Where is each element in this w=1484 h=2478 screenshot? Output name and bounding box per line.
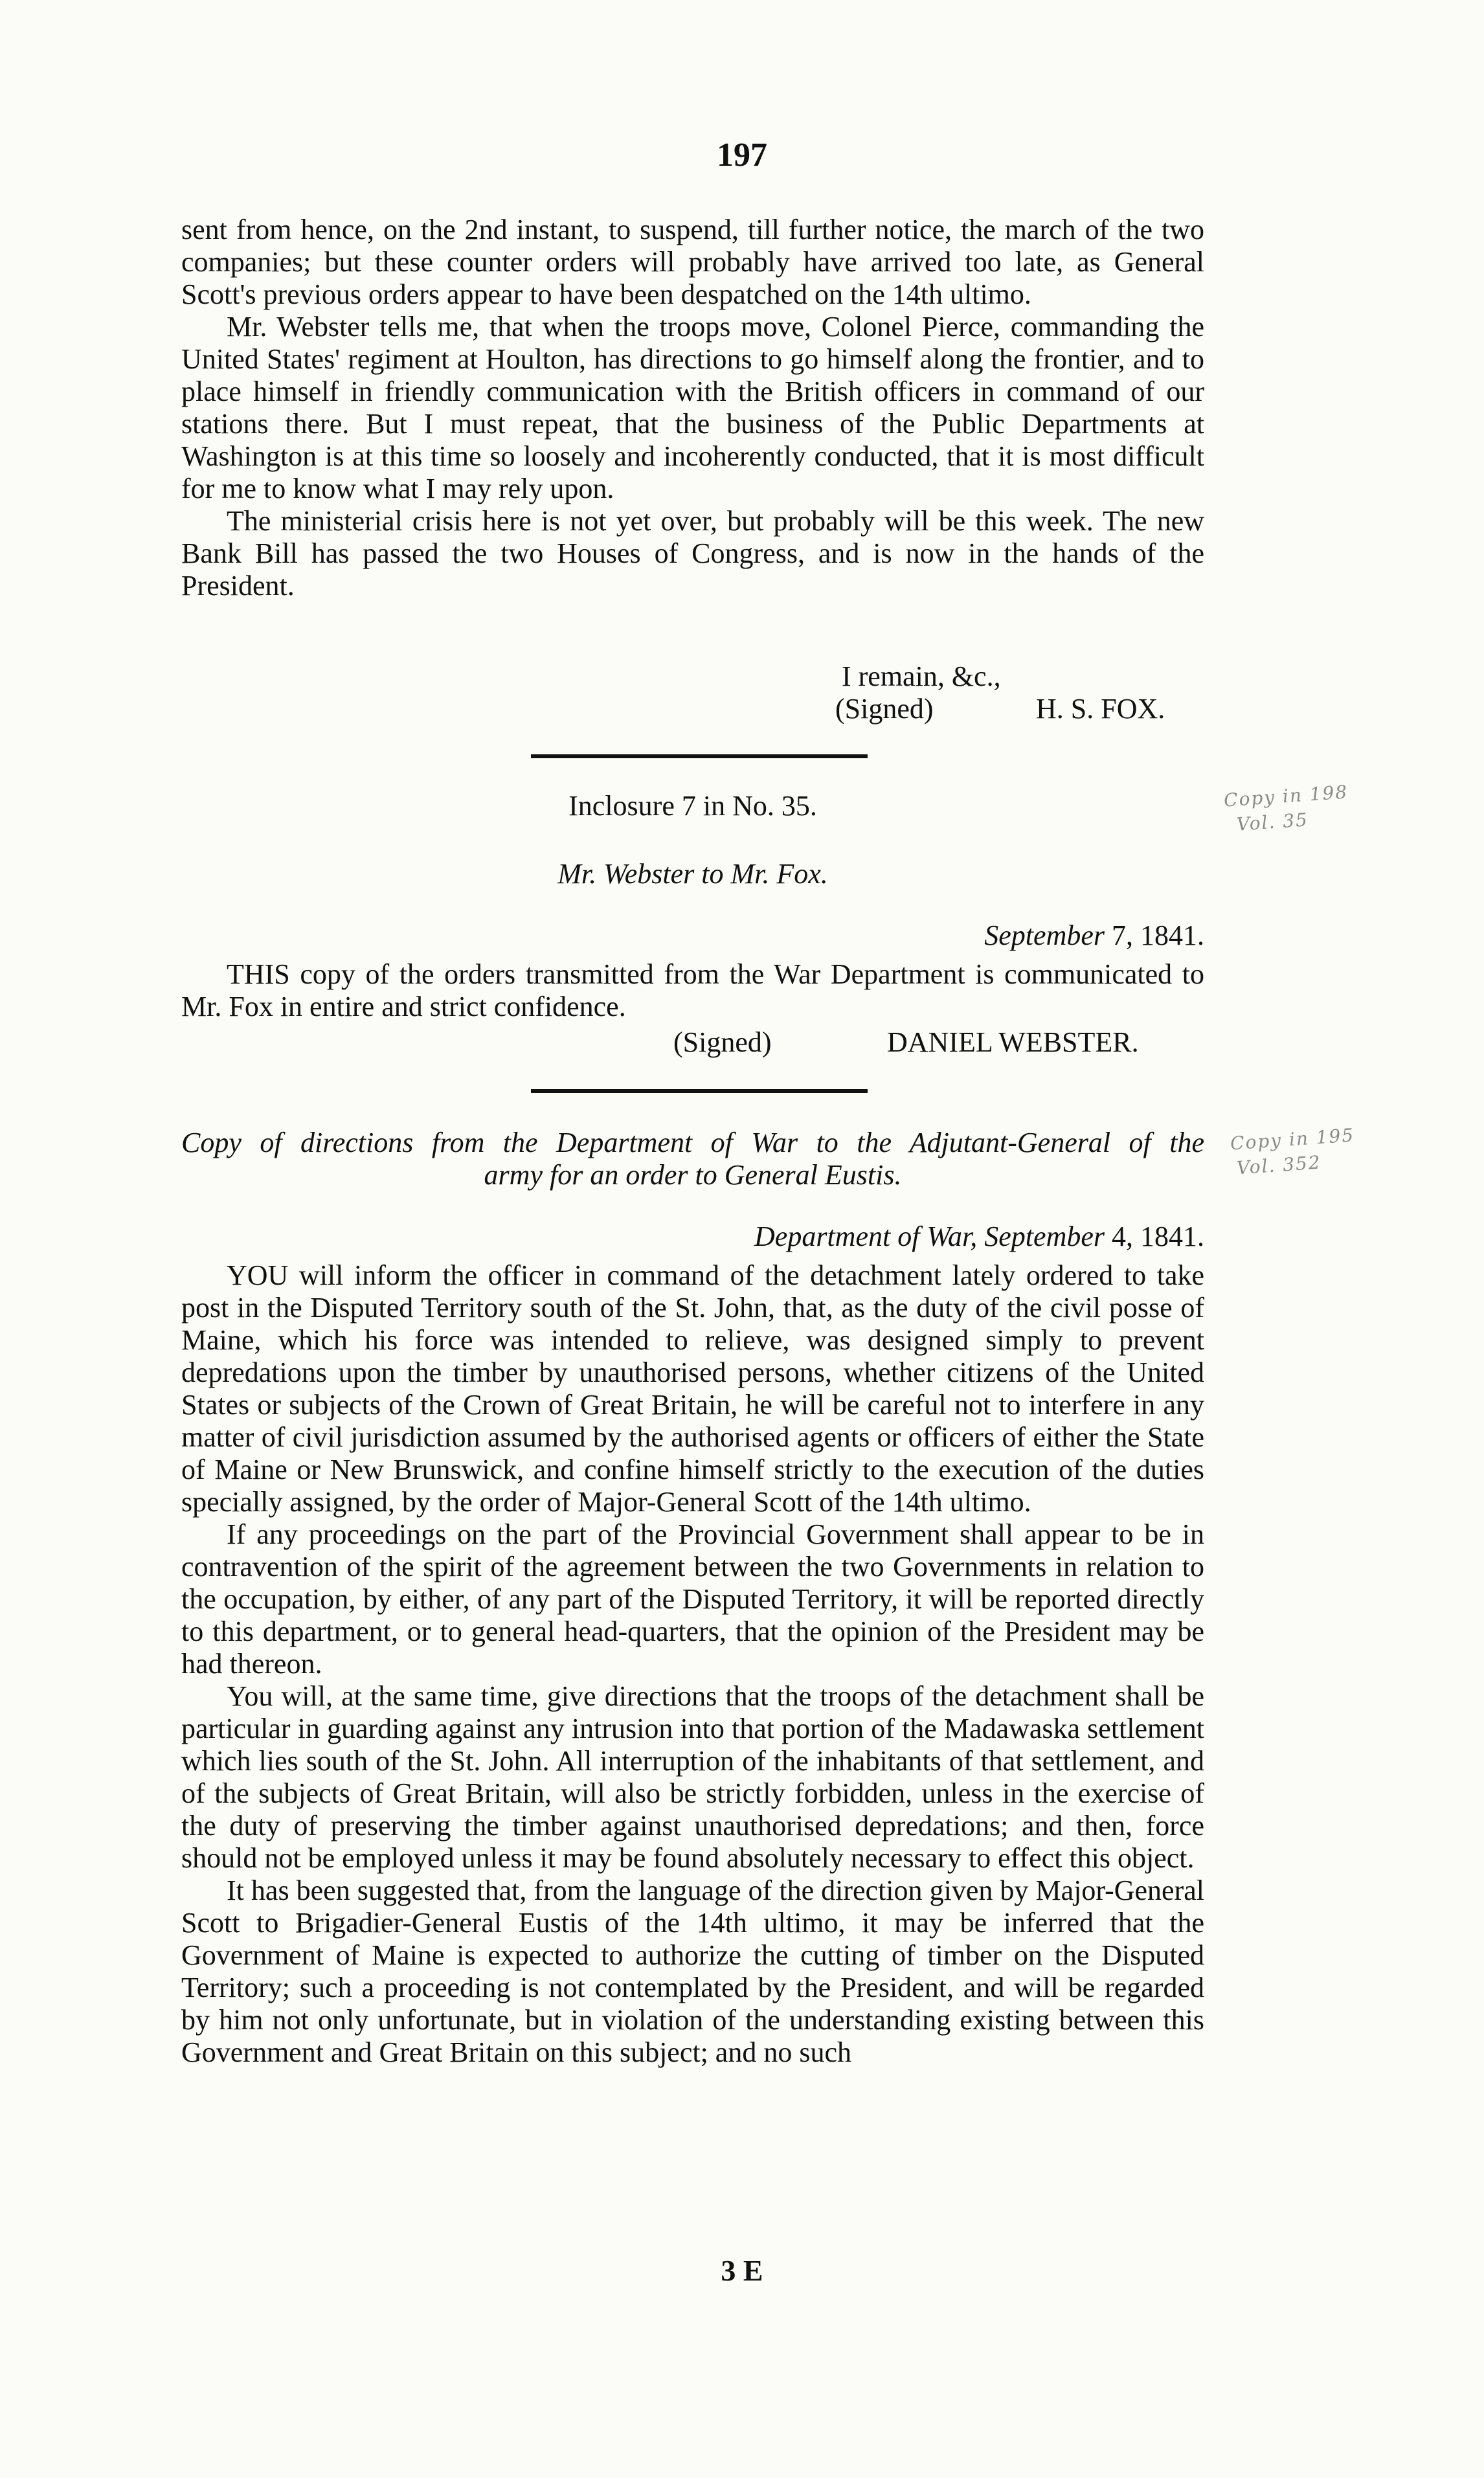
signature-mark: 3 E — [721, 2254, 763, 2287]
inclosure-heading-block — [181, 790, 1204, 822]
directions-date-block — [181, 1221, 1204, 1253]
margin-annotation: Copy in 195 — [1230, 1124, 1356, 1155]
inclosure-heading: Inclosure 7 in No. 35. — [568, 790, 817, 822]
section-divider — [531, 754, 868, 758]
paragraph: YOU will inform the officer in command of the detachment lately ordered to take post in the Disputed Territory south of the St. John, that, as the duty of the civil posse of Maine, which his force was intended to relieve, was designed simply to prevent depredations upon the timber by unauthorised persons, whether citizens of the United States or subjects of the Crown of Great Britain, he will be careful not to interfere in any matter of civil jurisdiction assumed by the authorised agents or officers of either the State of Maine or New Brunswick, and confine himself strictly to the execution of the duties specially assigned, by the order of Major-General Scott of the 14th ultimo. — [181, 1259, 1204, 1518]
signed-label: (Signed) — [673, 1026, 772, 1058]
paragraph: You will, at the same time, give directions that the troops of the detachment shall be particular in guarding against any intrusion into that portion of the Madawaska settlement which lies south of the St. John. All interruption of the inhabitants of that settlement, and of the subjects of Great Britain, will also be strictly forbidden, unless in the exercise of the duty of preserving the timber against unauthorised depredations; and then, force should not be employed unless it may be found absolutely necessary to effect this object. — [181, 1680, 1204, 1874]
paragraph: Mr. Webster tells me, that when the troops move, Colonel Pierce, commanding the United States' regiment at Houlton, has directions to go himself along the frontier, and to place himself in friendly communication with the British officers in command of our stations there. But I must repeat, that the business of the Public Departments at Washington is at this time so loosely and incoherently conducted, that it is most difficult for me to know what I may rely upon. — [181, 311, 1204, 504]
letter-continuation — [181, 214, 1204, 602]
letter-date — [181, 919, 1204, 952]
closing-line: I remain, &c., — [842, 660, 1001, 692]
letter-date-block — [181, 919, 1204, 952]
paragraph: sent from hence, on the 2nd instant, to suspend, till further notice, the march of the two companies; but these counter orders will probably have arrived too late, as General Scott's previous orders appear to have been despatched on the 14th ultimo. — [181, 214, 1204, 310]
paragraph: THIS copy of the orders transmitted from the War Department is communicated to Mr. Fox in entire and strict confidence. — [181, 958, 1204, 1022]
letter-subheading-block — [181, 858, 1204, 890]
signer-name: H. S. FOX. — [1036, 693, 1165, 725]
paragraph: The ministerial crisis here is not yet over, but probably will be this week. The new Bank Bill has passed the two Houses of Congress, and is now in the hands of the President. — [181, 505, 1204, 602]
margin-annotation: Copy in 198 — [1223, 781, 1349, 811]
paragraph: It has been suggested that, from the language of the direction given by Major-General Scott to Brigadier-General Eustis of the 14th ultimo, it may be inferred that the Government of Maine is expected to authorize the cutting of timber on the Disputed Territory; such a proceeding is not contemplated by the President, and will be regarded by him not only unfortunate, but in violation of the understanding existing between this Government and Great Britain on this subject; and no such — [181, 1875, 1204, 2068]
directions-date-place: Department of War, September — [754, 1221, 1105, 1252]
signed-label: (Signed) — [835, 693, 934, 725]
directions-date-rest: 4, 1841. — [1105, 1221, 1204, 1252]
page-number: 197 — [717, 137, 767, 174]
section-divider — [531, 1089, 868, 1093]
directions-body — [181, 1259, 1204, 2069]
margin-annotation: Vol. 352 — [1235, 1151, 1322, 1179]
signer-name: DANIEL WEBSTER. — [887, 1026, 1139, 1058]
directions-heading-line-2: army for an order to General Eustis. — [484, 1159, 902, 1191]
paragraph: If any proceedings on the part of the Provincial Government shall appear to be in contravention of the spirit of the agreement between the two Governments in relation to the occupation, by either, of any part of the Disputed Territory, it will be reported directly to this department, or to general head-quarters, that the opinion of the President may be had thereon. — [181, 1518, 1204, 1680]
letter-date-rest: 7, 1841. — [1105, 919, 1204, 951]
margin-annotation: Vol. 35 — [1235, 809, 1309, 835]
inclosure-body — [181, 958, 1204, 1023]
directions-heading-block — [181, 1127, 1204, 1191]
directions-heading-line-1: Copy of directions from the Department of War to the Adjutant-General of the — [181, 1127, 1204, 1158]
letter-subheading: Mr. Webster to Mr. Fox. — [557, 858, 828, 890]
directions-date — [181, 1221, 1204, 1253]
letter-date-month: September — [984, 919, 1105, 951]
